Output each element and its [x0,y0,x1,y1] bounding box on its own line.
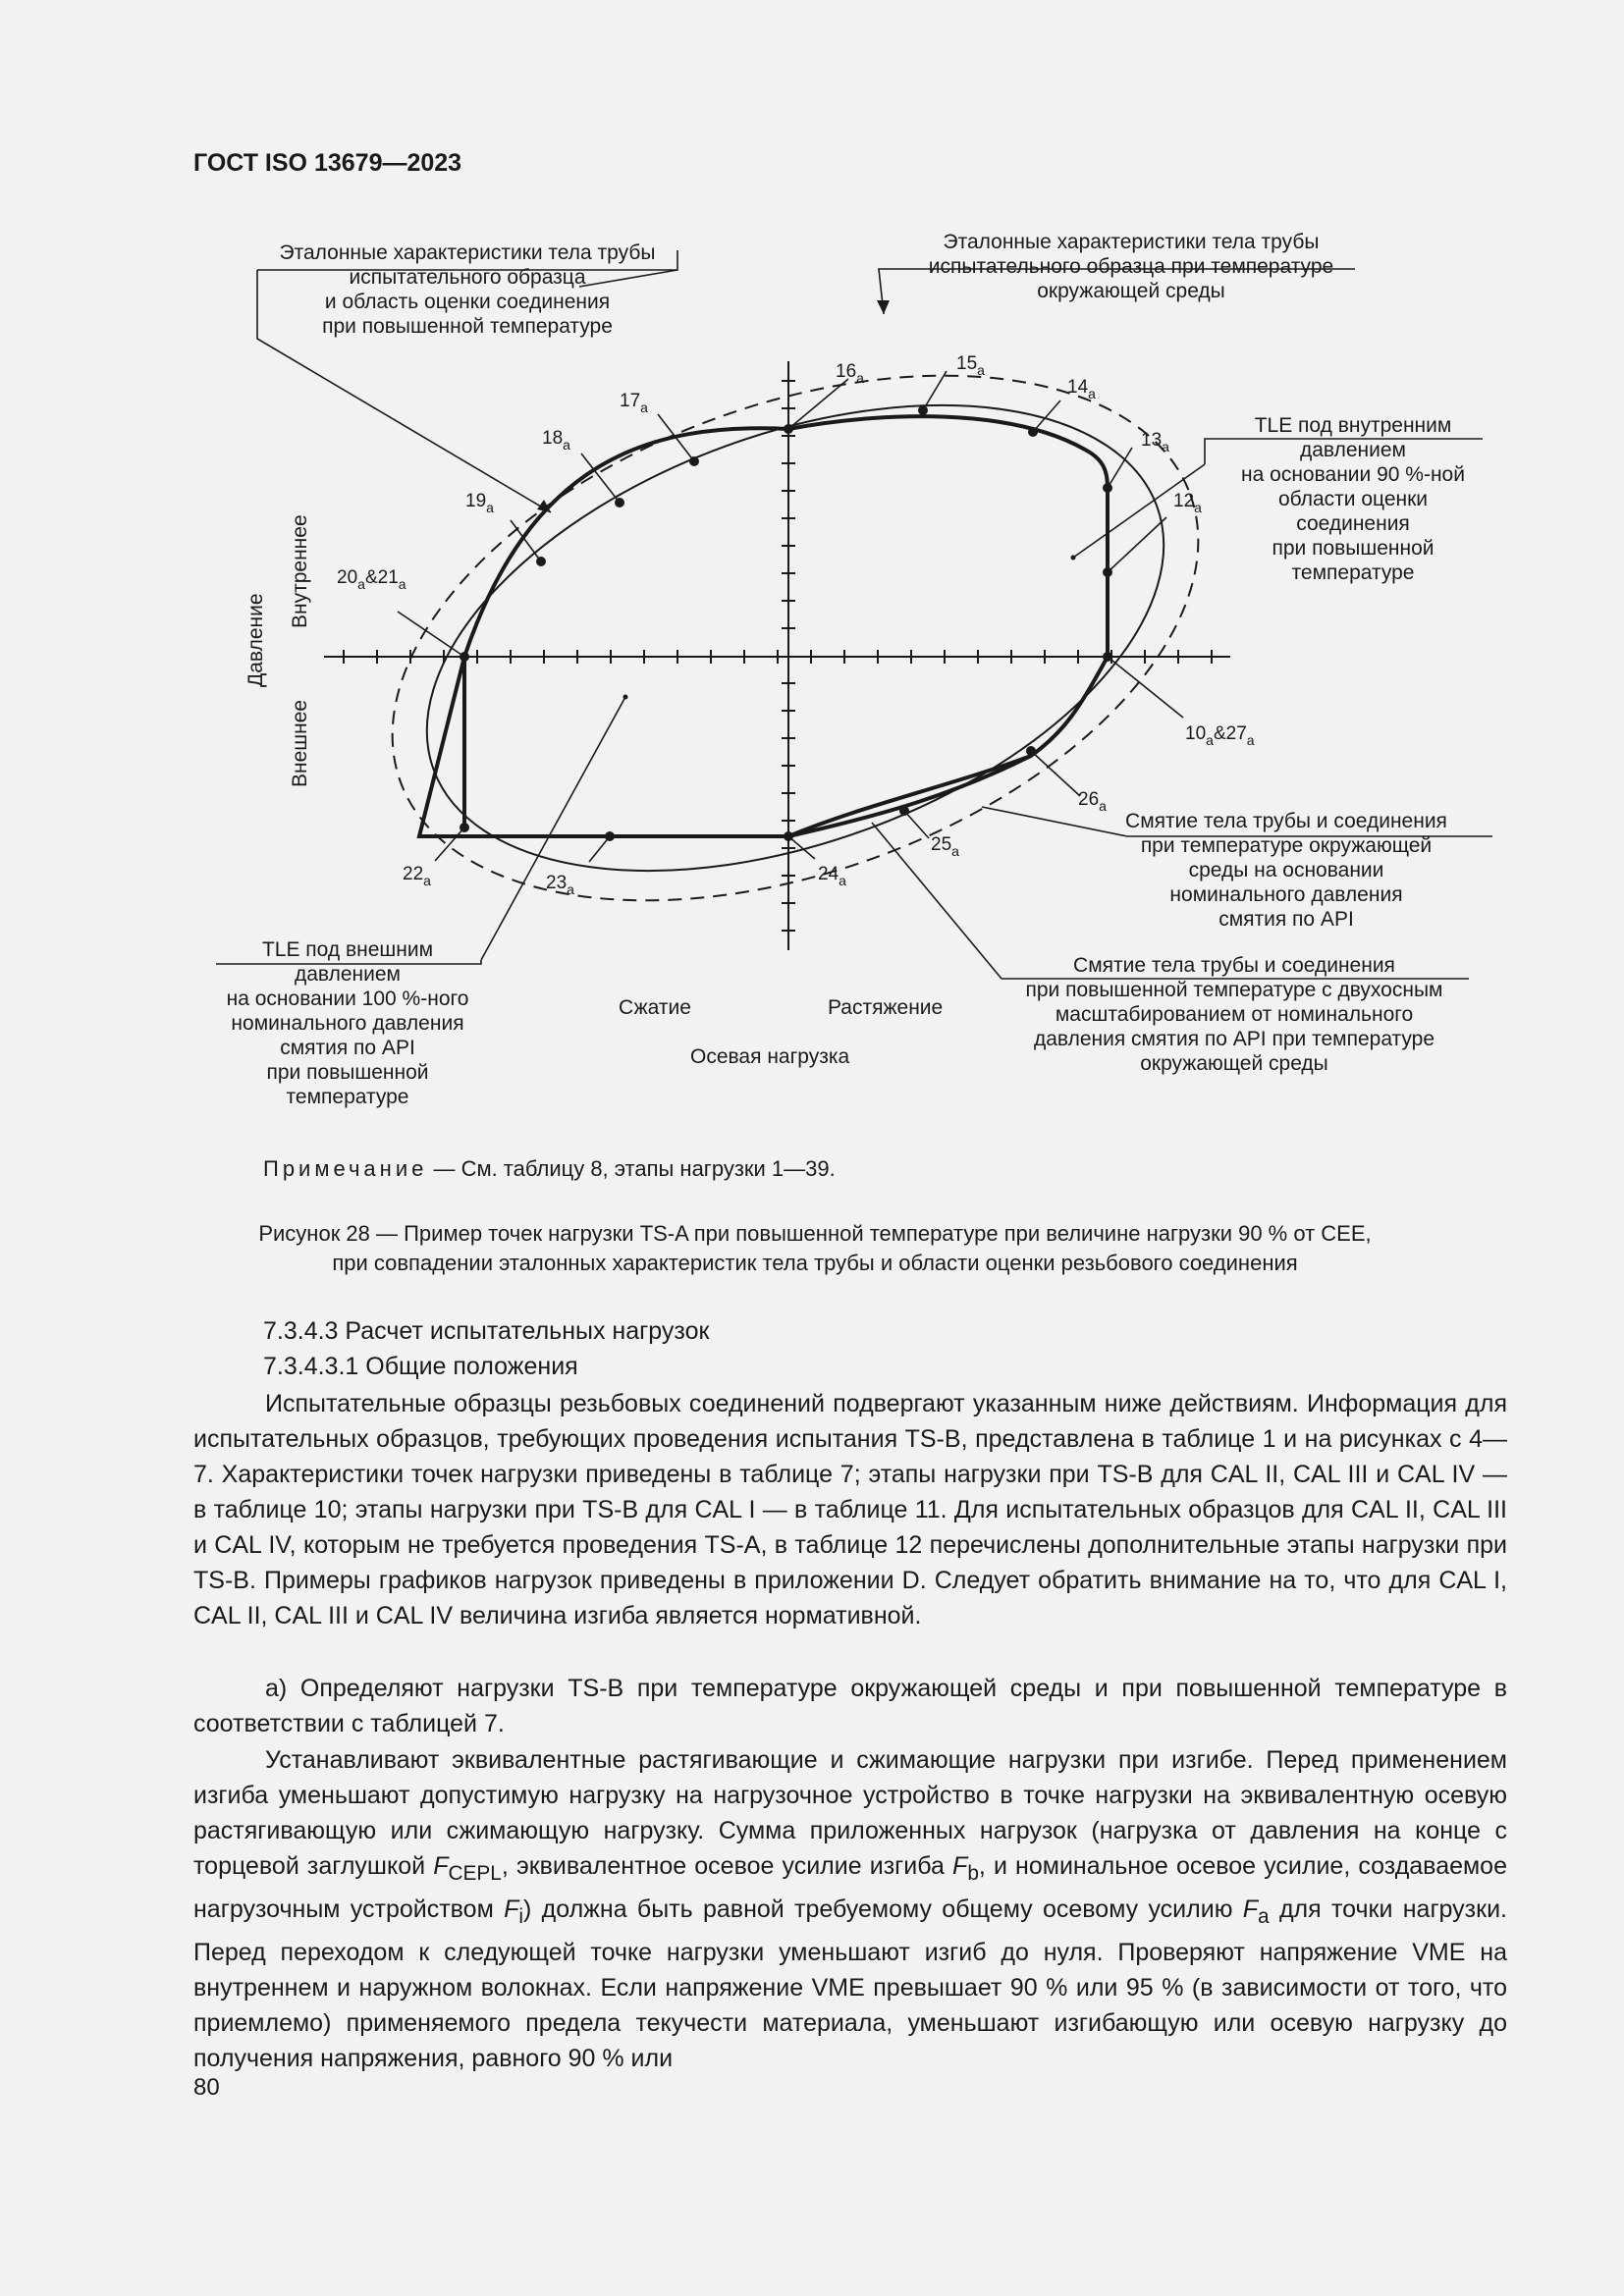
label-line: номинального давления [1169,883,1403,906]
ambient-envelope-dashed [320,275,1270,1001]
label-line: на основании 90 %-ной [1241,463,1465,486]
tle-envelope-bold [419,416,1108,836]
label-line: TLE под внутренним [1254,414,1452,437]
label-line: масштабированием от номинального [1055,1003,1414,1026]
label-line: окружающей среды [1037,280,1225,302]
label-25: $25_a$ [931,834,959,859]
document-header: ГОСТ ISO 13679—2023 [193,149,462,177]
label-line: при повышенной [1272,537,1435,560]
elevated-envelope [364,314,1227,961]
label-line: TLE под внешним [261,938,434,961]
label-ref-elevated [280,241,656,338]
figure-note [263,1156,836,1182]
label-24: $24_a$ [818,864,846,888]
label-line: Смятие тела трубы и соединения [1125,810,1447,832]
figure-caption [177,1219,1453,1278]
label-tle-internal [1241,414,1465,584]
section-heading-7-3-4-3: 7.3.4.3 Расчет испытательных нагрузок [263,1317,710,1345]
section-heading-7-3-4-3-1: 7.3.4.3.1 Общие положения [263,1353,578,1380]
label-line: при повышенной [266,1061,429,1084]
caption-line-2: при совпадении эталонных характеристик тела трубы и области оценки резьбового соединения [332,1251,1298,1275]
label-ref-ambient [929,231,1333,302]
label-line: давления смятия по API при температуре [1033,1028,1435,1050]
label-12: $12_a$ [1173,491,1202,515]
label-line: на основании 100 %-ного [226,988,469,1010]
label-22: $22_a$ [403,864,431,888]
label-line: среды на основании [1188,859,1384,881]
y-internal-label: Внутреннее [289,514,311,628]
label-line: Смятие тела трубы и соединения [1073,954,1395,977]
x-compression-label: Сжатие [619,996,691,1019]
label-line: температуре [286,1086,409,1108]
label-15: $15_a$ [956,353,985,378]
paragraph-3: Устанавливают эквивалентные растягивающие и сжимающие нагрузки при изгибе. Перед применением изгиба уменьшают допустимую нагрузку на нагрузочное устройство в точке нагрузки на эквивалентную осевую растягивающую или сжимающую нагрузку. Сумма приложенных нагрузок (нагрузка от давления на конце с торцевой заглушкой $F_{CEPL}$, эквивалентное осевое усилие изгиба $F_b$, и номинальное осевое усилие, создаваемое нагрузочным устройством $F_i$) должна быть равной требуемому общему осевому усилию $F_a$ для точки нагрузки. Перед переходом к следующей точке нагрузки уменьшают изгиб до нуля. Проверяют напряжение VME на внутреннем и наружном волокнах. Если напряжение VME превышает 90 % или 95 % (в зависимости от того, что приемлемо) применяемого предела текучести материала, уменьшают изгибающую или осевую нагрузку до получения напряжения, равного 90 % или [193,1746,1507,2072]
label-18: $18_a$ [542,428,570,453]
label-line: соединения [1296,512,1410,535]
label-19: $19_a$ [465,491,494,515]
label-line: при температуре окружающей [1140,834,1433,857]
label-14: $14_a$ [1067,377,1096,401]
label-line: Эталонные характеристики тела трубы [279,241,656,264]
label-line: Эталонные характеристики тела трубы [943,231,1320,253]
label-20-21: $20_a\&21_a$ [337,567,406,592]
label-13: $13_a$ [1141,430,1169,454]
label-line: испытательного образца при температуре [928,255,1334,278]
paragraph-1: Испытательные образцы резьбовых соединений подвергают указанным ниже действиям. Информация для испытательных образцов, требующих проведения испытания TS-B, представлена в таблице 1 и на рисунках с 4—7. Характеристики точек нагрузки приведены в таблице 7; этапы нагрузки при TS-B для CAL II, CAL III и CAL IV — в таблице 10; этапы нагрузки при TS-B для CAL I — в таблице 11. Для испытательных образцов для CAL II, CAL III и CAL IV, которым не требуется проведения TS-A, в таблице 12 перечислены дополнительные этапы нагрузки при TS-B. Примеры графиков нагрузок приведены в приложении D. Следует обратить внимание на то, что для CAL I, CAL II, CAL III и CAL IV величина изгиба является нормативной. [193,1390,1507,1629]
label-line: при повышенной температуре с двухосным [1025,979,1443,1001]
label-line: смятия по API [1218,908,1354,931]
label-line: давлением [1300,439,1406,461]
label-17: $17_a$ [620,391,648,415]
label-line: и область оценки соединения [324,291,611,313]
label-collapse-elevated [1026,954,1443,1075]
label-23: $23_a$ [546,873,574,897]
label-line: окружающей среды [1140,1052,1328,1075]
label-16: $16_a$ [836,361,864,386]
label-line: области оценки [1277,488,1429,510]
label-collapse-ambient [1125,810,1447,931]
label-line: смятия по API [280,1037,415,1059]
label-26: $26_a$ [1078,789,1107,814]
label-10-27: $10_a\&27_a$ [1185,723,1255,748]
caption-line-1: Рисунок 28 — Пример точек нагрузки TS-A при повышенной температуре при величине нагрузки 90 % от CEE, [258,1221,1372,1246]
label-line: температуре [1291,561,1415,584]
y-external-label: Внешнее [289,699,311,787]
label-line: при повышенной температуре [322,315,613,338]
y-axis-title: Давление [244,593,267,687]
note-text: — См. таблицу 8, этапы нагрузки 1—39. [427,1156,836,1181]
note-label: Примечание [263,1156,428,1181]
paragraph-2: а) Определяют нагрузки TS-B при температуре окружающей среды и при повышенной температуре в соответствии с таблицей 7. [193,1675,1507,1737]
x-axis-title: Осевая нагрузка [690,1045,850,1068]
page-number: 80 [193,2074,220,2101]
label-line: испытательного образца [349,266,586,289]
label-line: номинального давления [231,1012,464,1035]
label-line: давлением [295,963,401,986]
x-tension-label: Растяжение [828,996,944,1019]
load-points [460,405,1112,841]
